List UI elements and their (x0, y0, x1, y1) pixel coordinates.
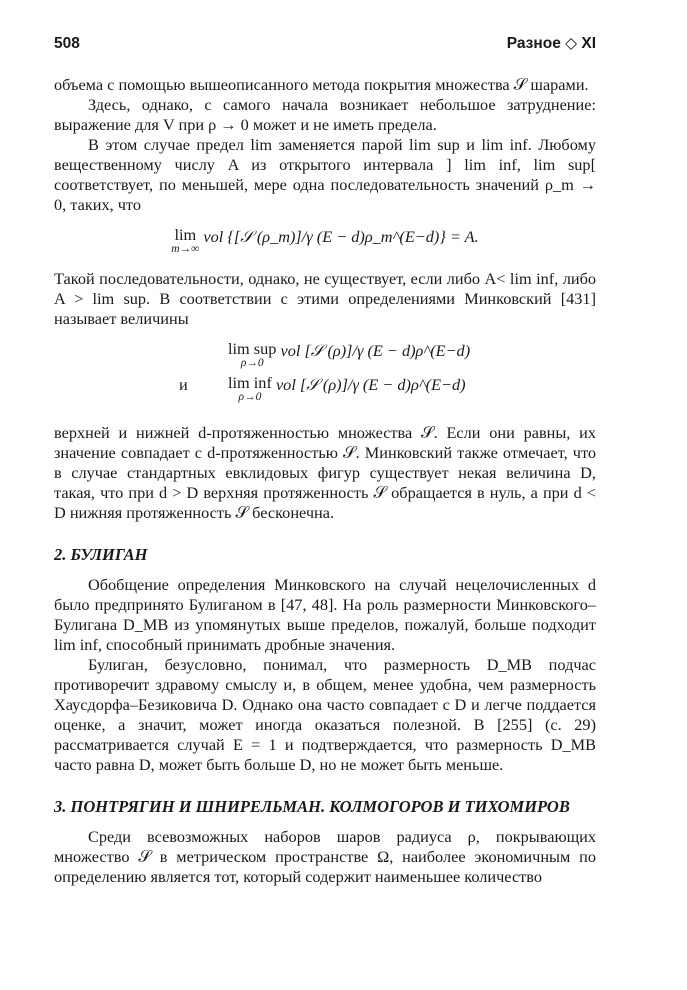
formula-body: vol {[𝒮 (ρ_m)]/γ (E − d)ρ_m^(E−d)} = A. (203, 227, 479, 246)
paragraph-continuation: объема с помощью вышеописанного метода покрытия множества 𝒮 шарами. (54, 75, 589, 94)
conjunction-and: и (179, 375, 188, 394)
paragraph-d-content: верхней и нижней d-протяженностью множества 𝒮. Если они равны, их значение совпадает с d-протяженностью 𝒮. Минковский также отмечает, что в случае стандартных евклидовых фигур существует некая величина D, такая, что при d > D верхняя протяженность 𝒮 обращается в нуль, а при d < D нижняя протяженность 𝒮 бесконечна. (54, 423, 596, 522)
paragraph-ball-coverings: Среди всевозможных наборов шаров радиуса ρ, покрывающих множество 𝒮 в метрическом пространстве Ω, наиболее экономичным по определению является тот, который содержит наименьшее количество (54, 827, 596, 886)
paragraph-bouligand-dimension: Булиган, безусловно, понимал, что размерность D_MB подчас противоречит здравому смыслу и, в общем, менее удобна, чем размерность Хаусдорфа–Безиковича D. Однако она часто совпадает с D и легче поддается оценке, а значит, может иногда оказаться полезной. В [255] (с. 29) рассматривается случай E = 1 и подтверждается, что размерность D_MB часто равна D, может быть больше D, но не может быть меньше. (54, 655, 596, 774)
formula-sequence-limit (54, 227, 596, 255)
section-heading-pontryagin: 3. ПОНТРЯГИН И ШНИРЕЛЬМАН. КОЛМОГОРОВ И ТИХОМИРОВ (54, 797, 570, 816)
paragraph-difficulty: Здесь, однако, с самого начала возникает небольшое затруднение: выражение для V при ρ → 0 может и не иметь предела. (54, 95, 596, 134)
page-body (54, 75, 596, 887)
running-title: Разное ◇ XI (506, 35, 596, 52)
paragraph-limsup-liminf: В этом случае предел lim заменяется парой lim sup и lim inf. Любому вещественному числу A из открытого интервала ] lim inf, lim sup[ соответствует, по меньшей, мере одна последовательность значений ρ_m → 0, таких, что (54, 135, 596, 214)
paragraph-minkowski-quantities: Такой последовательности, однако, не существует, если либо A< lim inf, либо A > lim sup. В соответствии с этими определениями Минковский [431] называет величины (54, 269, 596, 328)
limit-operator: lim m→∞ (171, 225, 200, 255)
formula-upper-lower-content (54, 341, 596, 411)
page-header (54, 34, 596, 56)
page-number: 508 (54, 35, 80, 52)
paragraph-bouligand-generalization: Обобщение определения Минковского на случай нецелочисленных d было предпринято Булиганом в [47, 48]. На роль размерности Минковского–Булигана D_MB из упомянутых выше пределов, пожалуй, больше подходит lim inf, способный принимать дробные значения. (54, 575, 596, 654)
formula-liminf-row: lim inf ρ→0 vol [𝒮 (ρ)]/γ (E − d)ρ^(E−d) (228, 373, 466, 403)
formula-limsup-row: lim sup ρ→0 vol [𝒮 (ρ)]/γ (E − d)ρ^(E−d) (228, 339, 471, 369)
section-heading-bouligand: 2. БУЛИГАН (54, 545, 148, 564)
